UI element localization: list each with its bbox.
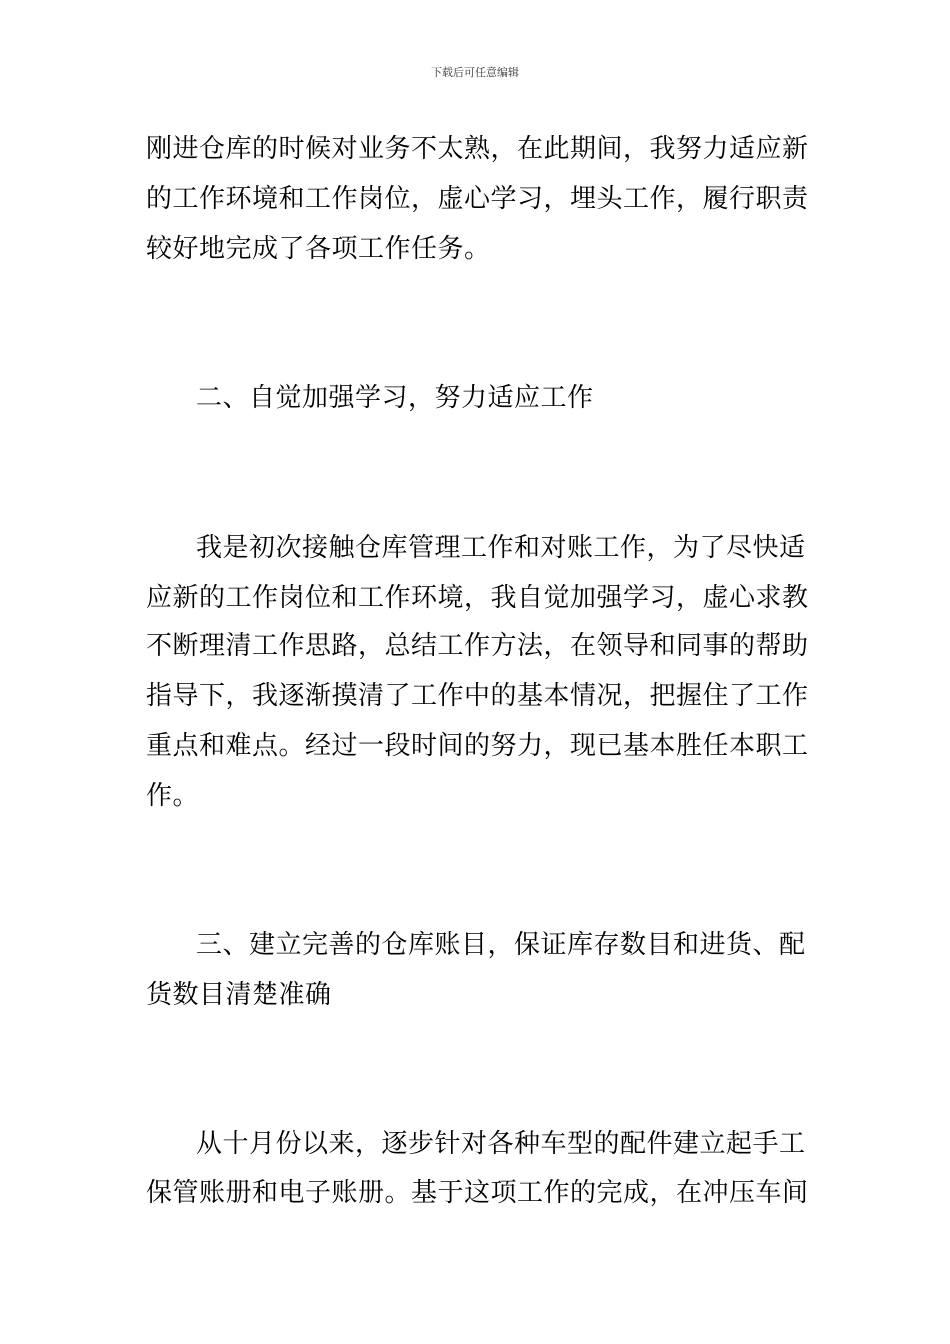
paragraph-line: 作。: [146, 781, 200, 811]
paragraph-line: 从十月份以来，逐步针对各种车型的配件建立起手工: [196, 1129, 806, 1159]
page-header: 下载后可任意编辑: [431, 66, 519, 79]
paragraph-line: 不断理清工作思路，总结工作方法，在领导和同事的帮助: [146, 631, 809, 661]
paragraph-line: 应新的工作岗位和工作环境，我自觉加强学习，虚心求教: [146, 583, 809, 613]
paragraph-line: 保管账册和电子账册。基于这项工作的完成，在冲压车间: [146, 1178, 809, 1208]
paragraph-line: 较好地完成了各项工作任务。: [146, 234, 491, 264]
paragraph-line: 我是初次接触仓库管理工作和对账工作，为了尽快适: [196, 533, 806, 563]
paragraph-line: 的工作环境和工作岗位，虚心学习，埋头工作，履行职责: [146, 184, 809, 214]
paragraph-line: 刚进仓库的时候对业务不太熟，在此期间，我努力适应新: [146, 134, 809, 164]
paragraph-line: 指导下，我逐渐摸清了工作中的基本情况，把握住了工作: [146, 681, 809, 711]
section-heading: 三、建立完善的仓库账目，保证库存数目和进货、配: [196, 930, 806, 960]
section-heading-continuation: 货数目清楚准确: [146, 980, 332, 1010]
section-heading: 二、自觉加强学习，努力适应工作: [196, 383, 594, 413]
paragraph-line: 重点和难点。经过一段时间的努力，现已基本胜任本职工: [146, 731, 809, 761]
